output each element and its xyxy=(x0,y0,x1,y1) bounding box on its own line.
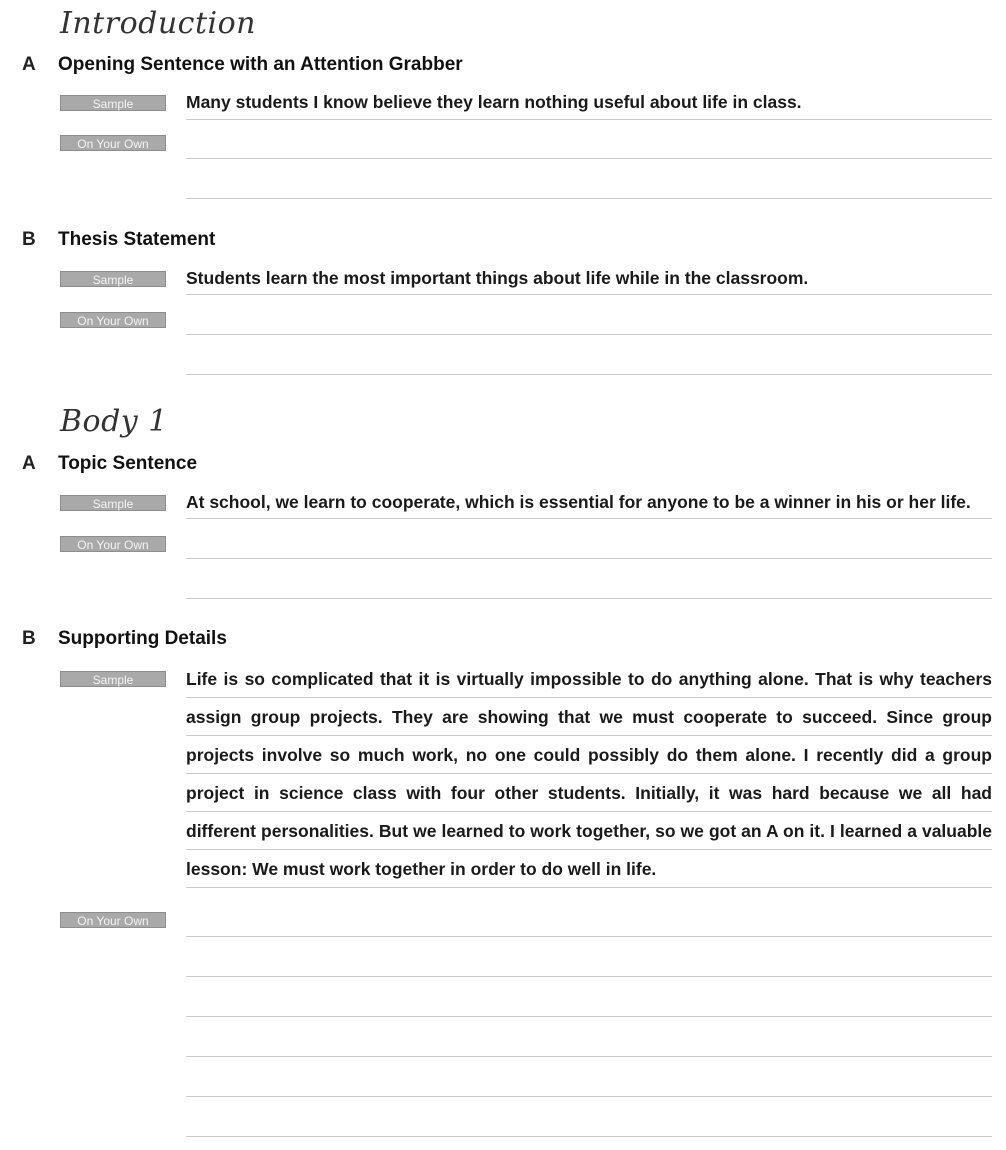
writing-line[interactable] xyxy=(186,936,992,937)
section-letter-b: B xyxy=(22,229,36,250)
writing-line[interactable] xyxy=(186,198,992,199)
answer-line xyxy=(186,773,992,774)
writing-line[interactable] xyxy=(186,334,992,335)
section-letter-b: B xyxy=(22,628,36,649)
answer-line xyxy=(186,849,992,850)
opening-sentence-sample: Many students I know believe they learn nothing useful about life in class. xyxy=(186,92,802,112)
sample-badge: Sample xyxy=(60,271,166,287)
thesis-statement-title: Thesis Statement xyxy=(58,229,216,250)
opening-sentence-title: Opening Sentence with an Attention Grabber xyxy=(58,54,463,75)
topic-sentence-sample: At school, we learn to cooperate, which is essential for anyone to be a winner in his or her life. xyxy=(186,492,971,512)
supporting-details-sample: Life is so complicated that it is virtually impossible to do anything alone. That is why teachers assign group projects. They are showing that we must cooperate to succeed. Since group projects involve so much work, no one could possibly do them alone. I recently did a group project in science class with four other students. Initially, it was hard because we all had different personalities. But we learned to work together, so we got an A on it. I learned a valuable lesson: We must work together in order to do well in life. xyxy=(186,669,992,879)
on-your-own-badge: On Your Own xyxy=(60,912,166,928)
sample-badge: Sample xyxy=(60,671,166,687)
writing-line[interactable] xyxy=(186,558,992,559)
writing-line[interactable] xyxy=(186,1016,992,1017)
section-letter-a: A xyxy=(22,54,36,75)
answer-line xyxy=(186,119,992,120)
introduction-heading: Introduction xyxy=(60,6,256,41)
on-your-own-badge: On Your Own xyxy=(60,312,166,328)
answer-line xyxy=(186,518,992,519)
topic-sentence-title: Topic Sentence xyxy=(58,453,198,474)
writing-line[interactable] xyxy=(186,1056,992,1057)
on-your-own-badge: On Your Own xyxy=(60,135,166,151)
writing-line[interactable] xyxy=(186,1136,992,1137)
sample-badge: Sample xyxy=(60,495,166,511)
writing-line[interactable] xyxy=(186,158,992,159)
answer-line xyxy=(186,811,992,812)
thesis-statement-sample: Students learn the most important things about life while in the classroom. xyxy=(186,268,809,288)
answer-line xyxy=(186,735,992,736)
body1-heading: Body 1 xyxy=(60,404,168,439)
writing-line[interactable] xyxy=(186,598,992,599)
writing-line[interactable] xyxy=(186,374,992,375)
writing-line[interactable] xyxy=(186,976,992,977)
on-your-own-badge: On Your Own xyxy=(60,536,166,552)
answer-line xyxy=(186,887,992,888)
writing-line[interactable] xyxy=(186,1096,992,1097)
supporting-details-title: Supporting Details xyxy=(58,628,227,649)
section-letter-a: A xyxy=(22,453,36,474)
sample-badge: Sample xyxy=(60,95,166,111)
answer-line xyxy=(186,294,992,295)
answer-line xyxy=(186,697,992,698)
